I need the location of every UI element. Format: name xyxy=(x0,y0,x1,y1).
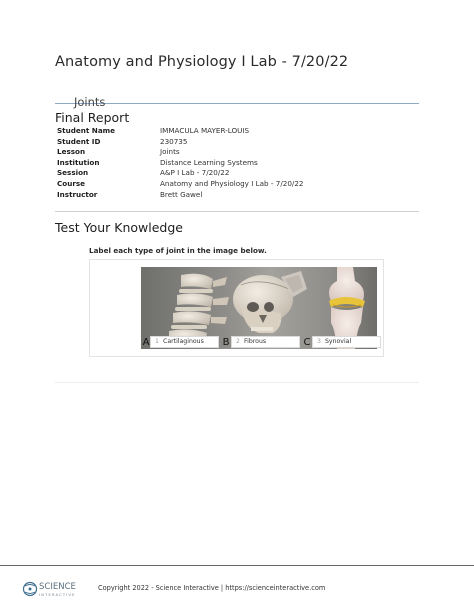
test-heading: Test Your Knowledge xyxy=(55,220,183,235)
answer-number: 1 xyxy=(155,338,159,345)
answer-number: 2 xyxy=(236,338,240,345)
answer-text: Cartilaginous xyxy=(163,338,204,345)
info-value: Brett Gawel xyxy=(160,189,203,199)
question-prompt: Label each type of joint in the image below. xyxy=(89,246,267,255)
logo-mark-icon xyxy=(24,583,37,596)
answer-text: Fibrous xyxy=(244,338,267,345)
info-row-student-name xyxy=(57,126,303,137)
svg-text:SCIENCE: SCIENCE xyxy=(39,582,76,592)
answer-box-a[interactable] xyxy=(150,336,219,348)
info-label: Session xyxy=(57,168,89,178)
answer-number: 3 xyxy=(317,338,321,345)
label-letter-a: A xyxy=(142,337,150,348)
footer-divider xyxy=(0,565,474,566)
label-letter-b: B xyxy=(222,337,230,348)
footer-copyright: Copyright 2022 - Science Interactive | https://scienceinteractive.com xyxy=(98,584,326,592)
report-heading: Final Report xyxy=(55,110,130,125)
info-row-instructor xyxy=(57,190,303,201)
section-heading: Joints xyxy=(74,95,106,109)
info-row-institution xyxy=(57,158,303,169)
student-info-table xyxy=(57,126,303,200)
info-label: Student Name xyxy=(57,126,116,135)
info-label: Course xyxy=(57,178,86,188)
info-label: Student ID xyxy=(57,136,101,146)
info-value: Joints xyxy=(160,147,180,157)
section-divider xyxy=(55,211,419,212)
answer-text: Synovial xyxy=(325,338,352,345)
info-value: Distance Learning Systems xyxy=(160,157,258,167)
science-interactive-logo xyxy=(22,577,84,601)
label-letter-c: C xyxy=(303,337,311,348)
section-divider xyxy=(55,103,419,104)
info-row-student-id xyxy=(57,137,303,148)
answer-box-c[interactable] xyxy=(312,336,381,348)
answer-box-b[interactable] xyxy=(231,336,300,348)
info-row-lesson xyxy=(57,147,303,158)
document-title: Anatomy and Physiology I Lab - 7/20/22 xyxy=(55,54,349,70)
info-row-session xyxy=(57,168,303,179)
svg-text:INTERACTIVE: INTERACTIVE xyxy=(39,593,76,597)
info-row-course xyxy=(57,179,303,190)
info-label: Instructor xyxy=(57,189,98,199)
info-value: Anatomy and Physiology I Lab - 7/20/22 xyxy=(160,178,304,188)
info-value: 230735 xyxy=(160,136,188,146)
section-divider xyxy=(55,382,419,383)
info-value: IMMACULA MAYER-LOUIS xyxy=(160,126,250,135)
info-label: Institution xyxy=(57,157,100,167)
info-label: Lesson xyxy=(57,147,86,157)
info-value: A&P I Lab - 7/20/22 xyxy=(160,168,230,178)
